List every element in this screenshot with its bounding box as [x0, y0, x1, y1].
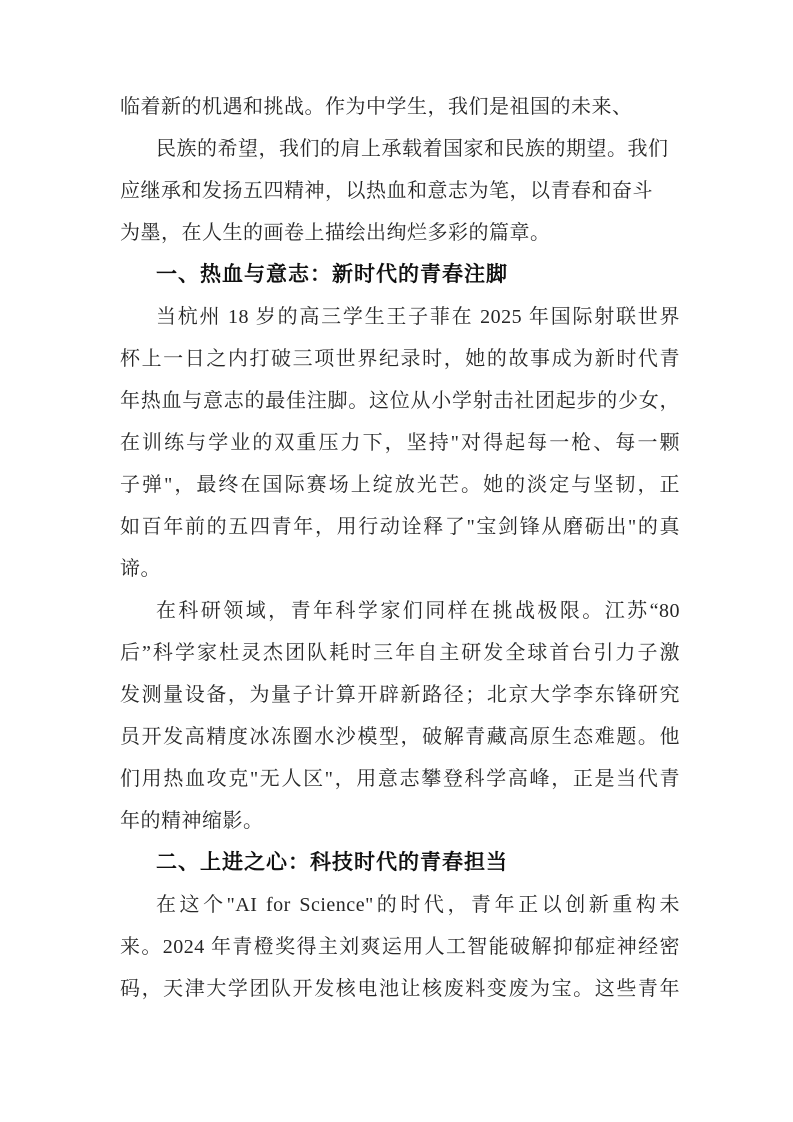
body-text-line: 在科研领域，青年科学家们同样在挑战极限。江苏“80	[156, 600, 680, 622]
body-text-line: 年的精神缩影。	[120, 810, 264, 832]
body-text-line: 当杭州 18 岁的高三学生王子菲在 2025 年国际射联世界	[156, 306, 680, 328]
text-column	[120, 86, 680, 1010]
body-text-line: 员开发高精度冰冻圈水沙模型，破解青藏高原生态难题。他	[120, 726, 680, 748]
body-text-line: 临着新的机遇和挑战。作为中学生，我们是祖国的未来、	[120, 96, 633, 118]
body-text-line: 杯上一日之内打破三项世界纪录时，她的故事成为新时代青	[120, 348, 680, 370]
body-text-line: 发测量设备，为量子计算开辟新路径；北京大学李东锋研究	[120, 684, 680, 706]
body-text-line: 在训练与学业的双重压力下，坚持"对得起每一枪、每一颗	[120, 432, 680, 454]
body-text-line: 应继承和发扬五四精神，以热血和意志为笔，以青春和奋斗	[120, 180, 653, 202]
body-text-line: 年热血与意志的最佳注脚。这位从小学射击社团起步的少女，	[120, 390, 680, 412]
body-text-line: 后”科学家杜灵杰团队耗时三年自主研发全球首台引力子激	[120, 642, 680, 664]
body-text-line: 来。2024 年青橙奖得主刘爽运用人工智能破解抑郁症神经密	[120, 936, 680, 958]
section-heading: 一、热血与意志：新时代的青春注脚	[156, 263, 508, 286]
body-text-line: 码，天津大学团队开发核电池让核废料变废为宝。这些青年	[120, 978, 680, 1000]
body-text-line: 如百年前的五四青年，用行动诠释了"宝剑锋从磨砺出"的真	[120, 516, 680, 538]
body-text-line: 子弹"，最终在国际赛场上绽放光芒。她的淡定与坚韧，正	[120, 474, 680, 496]
body-text-line: 们用热血攻克"无人区"，用意志攀登科学高峰，正是当代青	[120, 768, 680, 790]
section-heading: 二、上进之心：科技时代的青春担当	[156, 851, 508, 874]
body-text-line: 为墨，在人生的画卷上描绘出绚烂多彩的篇章。	[120, 222, 551, 244]
body-text-line: 谛。	[120, 558, 161, 580]
body-text-line: 在这个"AI for Science"的时代，青年正以创新重构未	[156, 894, 680, 916]
body-text-line: 民族的希望，我们的肩上承载着国家和民族的期望。我们	[156, 138, 669, 160]
